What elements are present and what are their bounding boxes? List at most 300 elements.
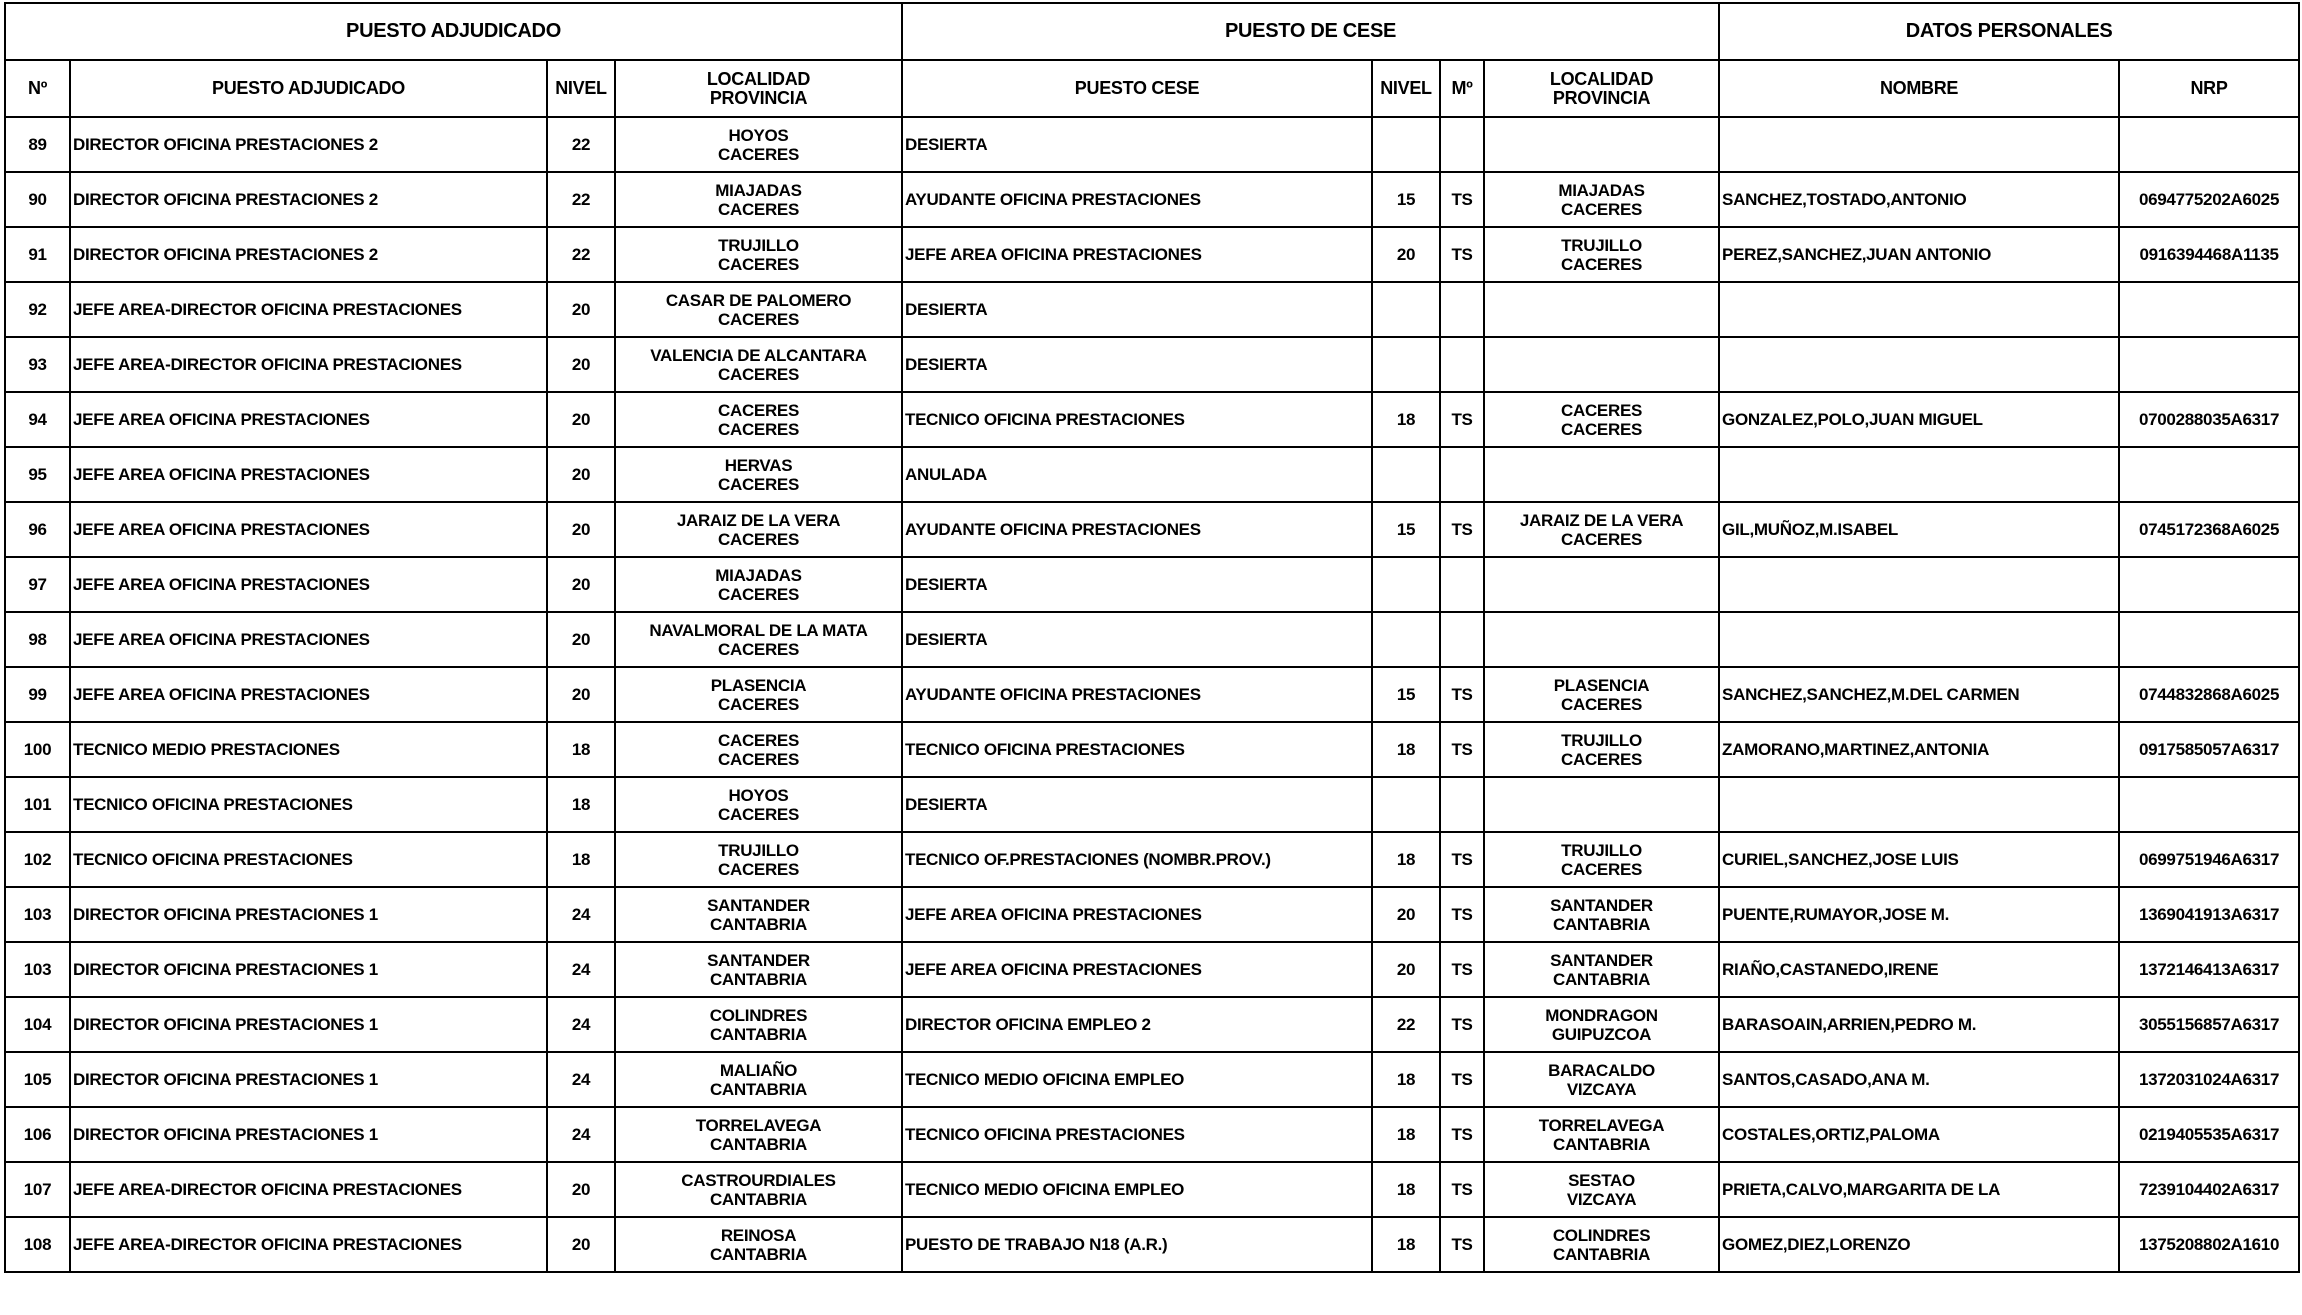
cell-localidad-cese-provincia: CACERES xyxy=(1561,859,1643,879)
table-row xyxy=(5,1162,2299,1217)
cell-localidad xyxy=(615,777,902,832)
cell-m xyxy=(1440,337,1484,392)
header-puesto-adjudicado: PUESTO ADJUDICADO xyxy=(70,60,547,117)
cell-nivel: 24 xyxy=(547,942,615,997)
cell-nombre: SANTOS,CASADO,ANA M. xyxy=(1719,1052,2119,1107)
cell-m xyxy=(1440,447,1484,502)
cell-localidad-localidad: TORRELAVEGA xyxy=(695,1115,822,1135)
cell-nrp xyxy=(2119,557,2299,612)
cell-nivel-cese: 20 xyxy=(1372,887,1440,942)
cell-numero: 95 xyxy=(5,447,70,502)
cell-nivel: 18 xyxy=(547,722,615,777)
cell-numero: 92 xyxy=(5,282,70,337)
cell-localidad-cese xyxy=(1484,997,1719,1052)
cell-nrp xyxy=(2119,282,2299,337)
cell-nivel-cese xyxy=(1372,337,1440,392)
group-datos-personales: DATOS PERSONALES xyxy=(1719,3,2299,60)
cell-localidad-localidad: CASTROURDIALES xyxy=(681,1170,836,1190)
cell-localidad-provincia: CANTABRIA xyxy=(709,1134,808,1154)
cell-nivel: 20 xyxy=(547,337,615,392)
cell-m: TS xyxy=(1440,502,1484,557)
cell-localidad-provincia: CACERES xyxy=(717,199,800,219)
cell-localidad-cese xyxy=(1484,1107,1719,1162)
cell-nombre xyxy=(1719,612,2119,667)
cell-numero: 97 xyxy=(5,557,70,612)
cell-puesto-cese: TECNICO OFICINA PRESTACIONES xyxy=(902,722,1372,777)
table-row xyxy=(5,172,2299,227)
group-puesto-cese: PUESTO DE CESE xyxy=(902,3,1719,60)
cell-localidad-localidad: COLINDRES xyxy=(709,1005,808,1025)
cell-localidad-provincia: CANTABRIA xyxy=(709,1024,808,1044)
cell-nombre xyxy=(1719,447,2119,502)
cell-numero: 104 xyxy=(5,997,70,1052)
cell-nivel-cese: 15 xyxy=(1372,502,1440,557)
cell-puesto-cese: DIRECTOR OFICINA EMPLEO 2 xyxy=(902,997,1372,1052)
cell-localidad-cese xyxy=(1484,777,1719,832)
cell-puesto-cese: TECNICO OFICINA PRESTACIONES xyxy=(902,1107,1372,1162)
cell-localidad-cese-localidad: TRUJILLO xyxy=(1561,730,1642,750)
cell-puesto-adjudicado: DIRECTOR OFICINA PRESTACIONES 1 xyxy=(70,942,547,997)
cell-localidad-cese xyxy=(1484,337,1719,392)
cell-puesto-cese: JEFE AREA OFICINA PRESTACIONES xyxy=(902,942,1372,997)
cell-localidad xyxy=(615,1107,902,1162)
cell-nivel-cese xyxy=(1372,557,1440,612)
cell-localidad-cese xyxy=(1484,117,1719,172)
cell-numero: 98 xyxy=(5,612,70,667)
cell-localidad-cese-localidad: PLASENCIA xyxy=(1553,675,1650,695)
cell-puesto-adjudicado: DIRECTOR OFICINA PRESTACIONES 1 xyxy=(70,1052,547,1107)
cell-localidad xyxy=(615,722,902,777)
cell-puesto-adjudicado: JEFE AREA-DIRECTOR OFICINA PRESTACIONES xyxy=(70,282,547,337)
cell-numero: 103 xyxy=(5,887,70,942)
cell-localidad-cese-localidad: MIAJADAS xyxy=(1558,180,1645,200)
cell-localidad-localidad: REINOSA xyxy=(720,1225,797,1245)
cell-nombre xyxy=(1719,282,2119,337)
cell-nrp: 0745172368A6025 xyxy=(2119,502,2299,557)
cell-nrp: 0917585057A6317 xyxy=(2119,722,2299,777)
cell-localidad xyxy=(615,1052,902,1107)
cell-nivel: 24 xyxy=(547,1107,615,1162)
cell-nivel-cese: 20 xyxy=(1372,227,1440,282)
cell-nivel: 24 xyxy=(547,997,615,1052)
cell-localidad-localidad: TRUJILLO xyxy=(718,235,799,255)
cell-puesto-cese: TECNICO OF.PRESTACIONES (NOMBR.PROV.) xyxy=(902,832,1372,887)
cell-nivel: 20 xyxy=(547,1217,615,1272)
cell-puesto-adjudicado: TECNICO OFICINA PRESTACIONES xyxy=(70,832,547,887)
cell-nombre xyxy=(1719,777,2119,832)
cell-localidad-cese xyxy=(1484,612,1719,667)
cell-localidad xyxy=(615,942,902,997)
cell-nivel-cese: 15 xyxy=(1372,667,1440,722)
cell-localidad-cese-provincia: CACERES xyxy=(1561,529,1643,549)
cell-localidad-localidad: MALIAÑO xyxy=(719,1060,798,1080)
table-row xyxy=(5,227,2299,282)
cell-m: TS xyxy=(1440,392,1484,447)
cell-nombre: COSTALES,ORTIZ,PALOMA xyxy=(1719,1107,2119,1162)
cell-puesto-adjudicado: DIRECTOR OFICINA PRESTACIONES 2 xyxy=(70,117,547,172)
cell-puesto-adjudicado: JEFE AREA OFICINA PRESTACIONES xyxy=(70,557,547,612)
cell-nombre: PUENTE,RUMAYOR,JOSE M. xyxy=(1719,887,2119,942)
cell-localidad xyxy=(615,1217,902,1272)
cell-numero: 106 xyxy=(5,1107,70,1162)
cell-localidad-provincia: CANTABRIA xyxy=(709,1189,808,1209)
cell-localidad-cese xyxy=(1484,1052,1719,1107)
cell-numero: 90 xyxy=(5,172,70,227)
cell-localidad-cese-provincia: CACERES xyxy=(1561,694,1643,714)
cell-nrp: 1375208802A1610 xyxy=(2119,1217,2299,1272)
cell-localidad-localidad: SANTANDER xyxy=(707,895,810,915)
cell-numero: 93 xyxy=(5,337,70,392)
cell-localidad-cese-localidad: CACERES xyxy=(1561,400,1643,420)
cell-localidad-localidad: VALENCIA DE ALCANTARA xyxy=(650,345,867,365)
cell-nombre: PEREZ,SANCHEZ,JUAN ANTONIO xyxy=(1719,227,2119,282)
cell-localidad-cese xyxy=(1484,502,1719,557)
cell-nivel: 20 xyxy=(547,392,615,447)
header-m: Mº xyxy=(1440,60,1484,117)
cell-nivel: 20 xyxy=(547,447,615,502)
cell-m xyxy=(1440,117,1484,172)
table-row xyxy=(5,667,2299,722)
cell-localidad-cese-provincia: CACERES xyxy=(1561,199,1643,219)
cell-nivel-cese: 20 xyxy=(1372,942,1440,997)
cell-nrp: 0694775202A6025 xyxy=(2119,172,2299,227)
cell-nombre: SANCHEZ,SANCHEZ,M.DEL CARMEN xyxy=(1719,667,2119,722)
cell-localidad-localidad: TRUJILLO xyxy=(718,840,799,860)
cell-nrp: 0699751946A6317 xyxy=(2119,832,2299,887)
cell-nombre xyxy=(1719,117,2119,172)
cell-localidad-cese-localidad: TRUJILLO xyxy=(1561,840,1642,860)
cell-localidad-localidad: MIAJADAS xyxy=(715,565,802,585)
cell-m: TS xyxy=(1440,1217,1484,1272)
cell-localidad xyxy=(615,1162,902,1217)
table-row xyxy=(5,777,2299,832)
cell-localidad-cese-provincia: GUIPUZCOA xyxy=(1551,1024,1652,1044)
cell-m xyxy=(1440,282,1484,337)
cell-localidad-cese-localidad: SESTAO xyxy=(1568,1170,1635,1190)
cell-localidad-provincia: CACERES xyxy=(717,694,800,714)
cell-m xyxy=(1440,777,1484,832)
cell-localidad-cese-localidad: MONDRAGON xyxy=(1545,1005,1658,1025)
cell-nivel: 20 xyxy=(547,612,615,667)
cell-puesto-adjudicado: DIRECTOR OFICINA PRESTACIONES 1 xyxy=(70,997,547,1052)
cell-localidad-cese-provincia: CACERES xyxy=(1561,254,1643,274)
header-nombre: NOMBRE xyxy=(1719,60,2119,117)
cell-nivel-cese: 22 xyxy=(1372,997,1440,1052)
cell-m: TS xyxy=(1440,227,1484,282)
cell-nrp: 0916394468A1135 xyxy=(2119,227,2299,282)
cell-nrp: 3055156857A6317 xyxy=(2119,997,2299,1052)
table-row xyxy=(5,722,2299,777)
cell-localidad-cese-provincia: CANTABRIA xyxy=(1552,969,1651,989)
cell-nrp xyxy=(2119,337,2299,392)
table-row xyxy=(5,1217,2299,1272)
header-localidad-cese-line1: LOCALIDAD xyxy=(1549,68,1654,89)
table-row xyxy=(5,557,2299,612)
header-localidad-cese xyxy=(1484,60,1719,117)
cell-m: TS xyxy=(1440,667,1484,722)
cell-nivel-cese: 18 xyxy=(1372,392,1440,447)
cell-m xyxy=(1440,612,1484,667)
cell-puesto-adjudicado: DIRECTOR OFICINA PRESTACIONES 2 xyxy=(70,227,547,282)
cell-nivel-cese xyxy=(1372,282,1440,337)
cell-localidad-cese-provincia: CACERES xyxy=(1561,419,1643,439)
cell-numero: 105 xyxy=(5,1052,70,1107)
cell-nivel: 20 xyxy=(547,502,615,557)
cell-puesto-adjudicado: TECNICO MEDIO PRESTACIONES xyxy=(70,722,547,777)
table-row xyxy=(5,337,2299,392)
cell-localidad-cese-provincia: CACERES xyxy=(1561,749,1643,769)
cell-puesto-adjudicado: DIRECTOR OFICINA PRESTACIONES 1 xyxy=(70,887,547,942)
cell-puesto-cese: AYUDANTE OFICINA PRESTACIONES xyxy=(902,172,1372,227)
cell-nivel-cese: 18 xyxy=(1372,1162,1440,1217)
cell-puesto-cese: JEFE AREA OFICINA PRESTACIONES xyxy=(902,227,1372,282)
cell-localidad-provincia: CANTABRIA xyxy=(709,1079,808,1099)
cell-localidad-cese-provincia: CANTABRIA xyxy=(1552,914,1651,934)
cell-nrp: 1369041913A6317 xyxy=(2119,887,2299,942)
cell-puesto-cese: DESIERTA xyxy=(902,117,1372,172)
header-nivel: NIVEL xyxy=(547,60,615,117)
cell-m: TS xyxy=(1440,722,1484,777)
table-row xyxy=(5,887,2299,942)
cell-localidad-localidad: HOYOS xyxy=(728,785,789,805)
cell-nombre xyxy=(1719,337,2119,392)
cell-localidad-localidad: HOYOS xyxy=(728,125,789,145)
header-nrp: NRP xyxy=(2119,60,2299,117)
cell-numero: 89 xyxy=(5,117,70,172)
cell-localidad-provincia: CACERES xyxy=(717,804,800,824)
cell-nombre: GIL,MUÑOZ,M.ISABEL xyxy=(1719,502,2119,557)
cell-nivel: 20 xyxy=(547,557,615,612)
cell-m xyxy=(1440,557,1484,612)
cell-nivel: 24 xyxy=(547,1052,615,1107)
cell-localidad-cese xyxy=(1484,722,1719,777)
table-row xyxy=(5,832,2299,887)
cell-localidad-provincia: CACERES xyxy=(717,639,800,659)
cell-puesto-cese: DESIERTA xyxy=(902,557,1372,612)
cell-puesto-cese: AYUDANTE OFICINA PRESTACIONES xyxy=(902,502,1372,557)
cell-nivel-cese: 18 xyxy=(1372,1107,1440,1162)
cell-numero: 108 xyxy=(5,1217,70,1272)
cell-puesto-cese: AYUDANTE OFICINA PRESTACIONES xyxy=(902,667,1372,722)
cell-nivel-cese xyxy=(1372,447,1440,502)
table-row xyxy=(5,447,2299,502)
cell-nivel: 22 xyxy=(547,172,615,227)
cell-puesto-cese: DESIERTA xyxy=(902,282,1372,337)
cell-localidad xyxy=(615,392,902,447)
cell-localidad-cese-localidad: BARACALDO xyxy=(1548,1060,1655,1080)
cell-puesto-adjudicado: JEFE AREA OFICINA PRESTACIONES xyxy=(70,612,547,667)
cell-localidad-cese xyxy=(1484,282,1719,337)
cell-localidad-cese-localidad: SANTANDER xyxy=(1550,950,1653,970)
cell-nombre: CURIEL,SANCHEZ,JOSE LUIS xyxy=(1719,832,2119,887)
cell-nombre: ZAMORANO,MARTINEZ,ANTONIA xyxy=(1719,722,2119,777)
cell-puesto-adjudicado: DIRECTOR OFICINA PRESTACIONES 1 xyxy=(70,1107,547,1162)
cell-nivel-cese: 18 xyxy=(1372,722,1440,777)
cell-localidad xyxy=(615,337,902,392)
cell-localidad-localidad: SANTANDER xyxy=(707,950,810,970)
cell-nivel-cese: 18 xyxy=(1372,832,1440,887)
cell-puesto-adjudicado: JEFE AREA-DIRECTOR OFICINA PRESTACIONES xyxy=(70,337,547,392)
cell-localidad-cese-localidad: TORRELAVEGA xyxy=(1538,1115,1665,1135)
cell-nombre: PRIETA,CALVO,MARGARITA DE LA xyxy=(1719,1162,2119,1217)
cell-nrp: 7239104402A6317 xyxy=(2119,1162,2299,1217)
cell-nivel: 20 xyxy=(547,282,615,337)
cell-nivel: 20 xyxy=(547,1162,615,1217)
cell-localidad-provincia: CACERES xyxy=(717,144,800,164)
cell-nivel-cese: 15 xyxy=(1372,172,1440,227)
cell-m: TS xyxy=(1440,832,1484,887)
cell-m: TS xyxy=(1440,1162,1484,1217)
cell-puesto-adjudicado: TECNICO OFICINA PRESTACIONES xyxy=(70,777,547,832)
cell-puesto-adjudicado: JEFE AREA OFICINA PRESTACIONES xyxy=(70,667,547,722)
cell-nrp xyxy=(2119,447,2299,502)
cell-localidad-localidad: MIAJADAS xyxy=(715,180,802,200)
cell-nivel: 24 xyxy=(547,887,615,942)
cell-nrp: 0744832868A6025 xyxy=(2119,667,2299,722)
cell-localidad xyxy=(615,612,902,667)
cell-localidad-cese xyxy=(1484,227,1719,282)
cell-puesto-adjudicado: JEFE AREA-DIRECTOR OFICINA PRESTACIONES xyxy=(70,1217,547,1272)
cell-localidad xyxy=(615,447,902,502)
cell-numero: 101 xyxy=(5,777,70,832)
header-puesto-cese: PUESTO CESE xyxy=(902,60,1372,117)
cell-nrp: 1372031024A6317 xyxy=(2119,1052,2299,1107)
cell-nombre: RIAÑO,CASTANEDO,IRENE xyxy=(1719,942,2119,997)
cell-localidad-cese xyxy=(1484,557,1719,612)
cell-localidad xyxy=(615,282,902,337)
cell-nombre xyxy=(1719,557,2119,612)
cell-localidad xyxy=(615,997,902,1052)
cell-localidad xyxy=(615,667,902,722)
table-row xyxy=(5,1052,2299,1107)
cell-m: TS xyxy=(1440,997,1484,1052)
table-row xyxy=(5,997,2299,1052)
cell-localidad-cese-provincia: CANTABRIA xyxy=(1552,1134,1651,1154)
cell-nivel-cese: 18 xyxy=(1372,1217,1440,1272)
cell-puesto-cese: ANULADA xyxy=(902,447,1372,502)
cell-nrp: 0700288035A6317 xyxy=(2119,392,2299,447)
cell-localidad xyxy=(615,502,902,557)
table-row xyxy=(5,282,2299,337)
cell-nivel: 18 xyxy=(547,832,615,887)
cell-localidad-cese xyxy=(1484,832,1719,887)
cell-localidad-cese xyxy=(1484,887,1719,942)
cell-nivel: 20 xyxy=(547,667,615,722)
group-header-row xyxy=(5,3,2299,60)
cell-localidad-provincia: CACERES xyxy=(717,749,800,769)
header-localidad xyxy=(615,60,902,117)
cell-numero: 100 xyxy=(5,722,70,777)
cell-nivel: 18 xyxy=(547,777,615,832)
column-header-row xyxy=(5,60,2299,117)
cell-localidad-localidad: CACERES xyxy=(717,730,800,750)
cell-numero: 102 xyxy=(5,832,70,887)
cell-nivel-cese xyxy=(1372,612,1440,667)
cell-localidad-cese-provincia: CANTABRIA xyxy=(1552,1244,1651,1264)
cell-localidad-provincia: CANTABRIA xyxy=(709,914,808,934)
cell-puesto-cese: DESIERTA xyxy=(902,777,1372,832)
cell-nombre: BARASOAIN,ARRIEN,PEDRO M. xyxy=(1719,997,2119,1052)
header-nivel-cese: NIVEL xyxy=(1372,60,1440,117)
cell-nrp: 1372146413A6317 xyxy=(2119,942,2299,997)
cell-nrp xyxy=(2119,117,2299,172)
cell-nivel-cese: 18 xyxy=(1372,1052,1440,1107)
table-row xyxy=(5,1107,2299,1162)
cell-nivel: 22 xyxy=(547,117,615,172)
cell-nombre: SANCHEZ,TOSTADO,ANTONIO xyxy=(1719,172,2119,227)
table-row xyxy=(5,502,2299,557)
cell-m: TS xyxy=(1440,1107,1484,1162)
cell-nombre: GONZALEZ,POLO,JUAN MIGUEL xyxy=(1719,392,2119,447)
cell-localidad xyxy=(615,557,902,612)
cell-localidad-cese xyxy=(1484,1162,1719,1217)
cell-localidad xyxy=(615,227,902,282)
header-localidad-cese-line2: PROVINCIA xyxy=(1552,87,1651,108)
cell-puesto-cese: PUESTO DE TRABAJO N18 (A.R.) xyxy=(902,1217,1372,1272)
cell-puesto-adjudicado: JEFE AREA OFICINA PRESTACIONES xyxy=(70,392,547,447)
cell-m: TS xyxy=(1440,172,1484,227)
cell-puesto-cese: JEFE AREA OFICINA PRESTACIONES xyxy=(902,887,1372,942)
cell-localidad-provincia: CACERES xyxy=(717,584,800,604)
table-row xyxy=(5,942,2299,997)
cell-m: TS xyxy=(1440,887,1484,942)
cell-localidad-cese xyxy=(1484,1217,1719,1272)
cell-localidad-provincia: CANTABRIA xyxy=(709,1244,808,1264)
cell-puesto-cese: DESIERTA xyxy=(902,337,1372,392)
cell-localidad-cese-localidad: JARAIZ DE LA VERA xyxy=(1519,510,1684,530)
cell-localidad-localidad: PLASENCIA xyxy=(710,675,807,695)
cell-nivel-cese xyxy=(1372,777,1440,832)
header-localidad-line1: LOCALIDAD xyxy=(706,68,811,89)
cell-nivel-cese xyxy=(1372,117,1440,172)
cell-puesto-cese: DESIERTA xyxy=(902,612,1372,667)
cell-localidad-localidad: HERVAS xyxy=(724,455,793,475)
cell-localidad-provincia: CACERES xyxy=(717,859,800,879)
cell-puesto-cese: TECNICO MEDIO OFICINA EMPLEO xyxy=(902,1052,1372,1107)
cell-localidad-cese-localidad: SANTANDER xyxy=(1550,895,1653,915)
cell-localidad-cese xyxy=(1484,942,1719,997)
cell-numero: 91 xyxy=(5,227,70,282)
cell-nombre: GOMEZ,DIEZ,LORENZO xyxy=(1719,1217,2119,1272)
cell-nivel: 22 xyxy=(547,227,615,282)
cell-localidad-provincia: CACERES xyxy=(717,364,800,384)
cell-m: TS xyxy=(1440,942,1484,997)
cell-localidad-cese-localidad: TRUJILLO xyxy=(1561,235,1642,255)
cell-localidad-localidad: JARAIZ DE LA VERA xyxy=(676,510,841,530)
cell-nrp: 0219405535A6317 xyxy=(2119,1107,2299,1162)
cell-puesto-cese: TECNICO OFICINA PRESTACIONES xyxy=(902,392,1372,447)
table-row xyxy=(5,392,2299,447)
cell-localidad-cese xyxy=(1484,172,1719,227)
group-puesto-adjudicado: PUESTO ADJUDICADO xyxy=(5,3,902,60)
cell-numero: 96 xyxy=(5,502,70,557)
cell-localidad-provincia: CACERES xyxy=(717,309,800,329)
cell-localidad xyxy=(615,832,902,887)
cell-puesto-adjudicado: JEFE AREA-DIRECTOR OFICINA PRESTACIONES xyxy=(70,1162,547,1217)
header-localidad-line2: PROVINCIA xyxy=(709,87,808,108)
cell-localidad-provincia: CACERES xyxy=(717,254,800,274)
cell-nrp xyxy=(2119,612,2299,667)
cell-m: TS xyxy=(1440,1052,1484,1107)
cell-puesto-adjudicado: JEFE AREA OFICINA PRESTACIONES xyxy=(70,447,547,502)
cell-puesto-adjudicado: DIRECTOR OFICINA PRESTACIONES 2 xyxy=(70,172,547,227)
cell-localidad-provincia: CACERES xyxy=(717,474,800,494)
table-body xyxy=(5,117,2299,1272)
cell-localidad-localidad: CACERES xyxy=(717,400,800,420)
cell-nrp xyxy=(2119,777,2299,832)
cell-localidad-provincia: CACERES xyxy=(717,529,800,549)
cell-localidad-cese xyxy=(1484,447,1719,502)
